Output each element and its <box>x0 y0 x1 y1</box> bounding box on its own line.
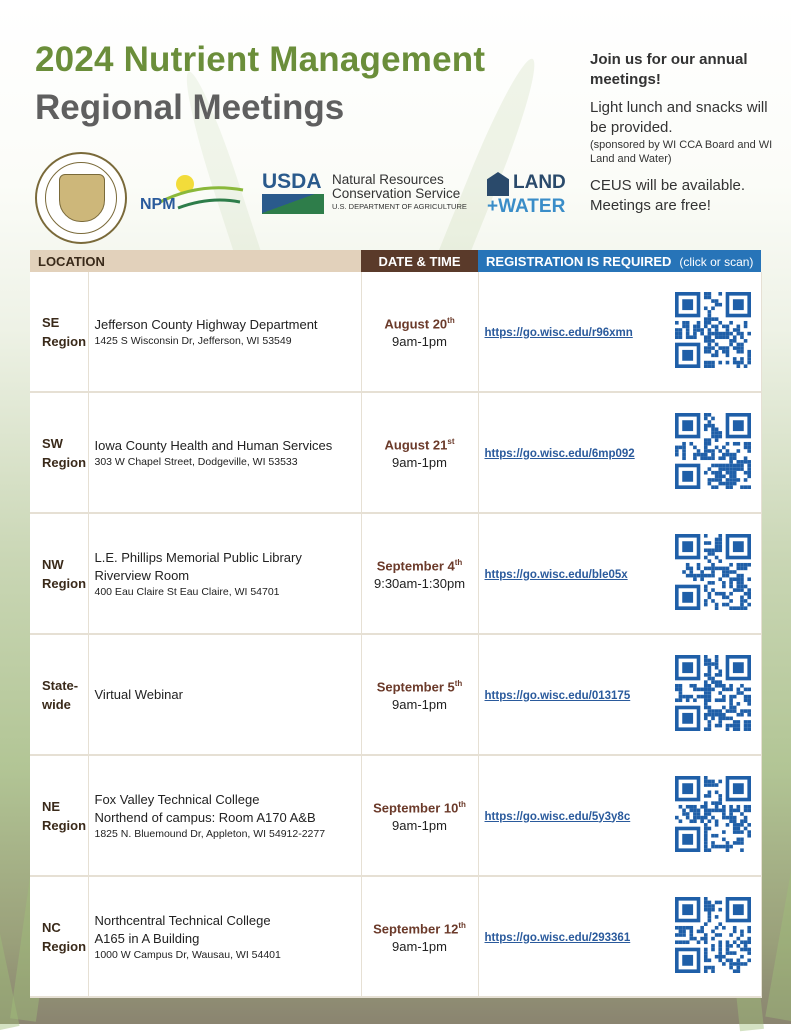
date-cell <box>361 513 478 634</box>
day-suffix: th <box>458 920 466 930</box>
usda-nrcs-logo <box>262 170 472 215</box>
region-label-2: Region <box>42 817 87 833</box>
venue-name: Virtual Webinar <box>94 686 183 702</box>
venue-address: 303 W Chapel Street, Dodgeville, WI 53533 <box>94 455 298 468</box>
meeting-date <box>363 554 477 575</box>
join-text: Join us for our annual meetings! <box>590 51 748 88</box>
meeting-date <box>363 917 477 938</box>
region-label-2: Region <box>42 938 87 954</box>
date-cell <box>361 755 478 876</box>
location-cell <box>88 513 361 634</box>
meeting-day: August 21 <box>384 437 448 453</box>
qr-code-icon[interactable] <box>675 897 751 973</box>
page-title-line1: 2024 Nutrient Management <box>35 40 486 79</box>
registration-link[interactable]: https://go.wisc.edu/r96xmn <box>484 326 633 339</box>
venue-room: A165 in A Building <box>94 930 200 946</box>
sponsor-text: (sponsored by WI CCA Board and WI Land and Water) <box>590 139 773 165</box>
table-row <box>30 876 761 997</box>
date-header: DATE & TIME <box>361 250 478 272</box>
region-cell <box>30 272 88 392</box>
meeting-day: September 10 <box>373 800 459 816</box>
registration-link[interactable]: https://go.wisc.edu/013175 <box>484 689 631 702</box>
qr-code-icon[interactable] <box>675 776 751 852</box>
nrcs-name <box>332 173 460 201</box>
date-cell <box>361 634 478 755</box>
date-cell <box>361 272 478 392</box>
qr-code-icon[interactable] <box>675 292 751 368</box>
location-cell <box>88 876 361 997</box>
region-cell <box>30 755 88 876</box>
region-cell <box>30 513 88 634</box>
region-label-1: State- <box>42 677 79 693</box>
grass-blade <box>765 307 791 1023</box>
venue-name: L.E. Phillips Memorial Public Library <box>94 549 302 565</box>
venue-address: 1425 S Wisconsin Dr, Jefferson, WI 53549 <box>94 334 292 347</box>
day-suffix: th <box>454 678 463 688</box>
npm-logo <box>140 172 245 217</box>
meeting-date <box>363 675 477 696</box>
meeting-date <box>363 433 477 454</box>
meeting-day: September 4 <box>376 558 455 574</box>
registration-header-label: REGISTRATION IS REQUIRED <box>486 253 672 269</box>
usda-swoosh-icon <box>262 194 324 214</box>
day-suffix: th <box>458 799 466 809</box>
registration-link[interactable]: https://go.wisc.edu/ble05x <box>484 568 628 581</box>
venue-name: Northcentral Technical College <box>94 912 271 928</box>
meeting-time: 9:30am-1:30pm <box>373 576 466 592</box>
lw-water-text: +WATER <box>487 196 566 217</box>
day-suffix: th <box>454 557 463 567</box>
info-sidebar <box>590 50 780 216</box>
meeting-day: September 12 <box>373 921 459 937</box>
registration-link[interactable]: https://go.wisc.edu/6mp092 <box>484 447 635 460</box>
lunch-text: Light lunch and snacks will be provided. <box>590 99 768 136</box>
wi-datcp-seal-logo <box>35 152 127 244</box>
registration-cell <box>478 392 761 513</box>
nrcs-line1: Natural Resources <box>332 172 444 187</box>
region-label-1: NE <box>42 798 61 814</box>
region-cell <box>30 634 88 755</box>
venue-address: 1000 W Campus Dr, Wausau, WI 54401 <box>94 948 281 961</box>
registration-cell <box>478 272 761 392</box>
region-label-2: wide <box>42 696 71 712</box>
table-header-row <box>30 250 761 272</box>
table-row <box>30 755 761 876</box>
region-label-2: Region <box>42 575 87 591</box>
registration-cell <box>478 876 761 997</box>
meeting-time: 9am-1pm <box>392 697 447 713</box>
registration-link[interactable]: https://go.wisc.edu/5y3y8c <box>484 810 631 823</box>
region-label-1: NW <box>42 556 64 572</box>
region-cell <box>30 392 88 513</box>
click-or-scan-label: (click or scan) <box>679 254 754 269</box>
location-cell <box>88 272 361 392</box>
venue-address: 1825 N. Bluemound Dr, Appleton, WI 54912-2277 <box>94 827 326 840</box>
table-row <box>30 513 761 634</box>
registration-link[interactable]: https://go.wisc.edu/293361 <box>484 931 631 944</box>
lw-land-text: LAND <box>513 172 566 193</box>
npm-text: NPM <box>140 196 176 213</box>
barn-icon <box>487 172 509 196</box>
venue-room: Northend of campus: Room A170 A&B <box>94 809 316 825</box>
qr-code-icon[interactable] <box>675 655 751 731</box>
venue-address: 400 Eau Claire St Eau Claire, WI 54701 <box>94 585 280 598</box>
table-row <box>30 392 761 513</box>
region-cell <box>30 876 88 997</box>
region-label-2: Region <box>42 454 87 470</box>
meeting-day: August 20 <box>384 316 448 332</box>
wi-land-water-logo <box>487 170 567 220</box>
nrcs-line2: Conservation Service <box>332 186 461 201</box>
day-suffix: st <box>447 436 455 446</box>
registration-cell <box>478 634 761 755</box>
table-row <box>30 634 761 755</box>
registration-cell <box>478 513 761 634</box>
meeting-time: 9am-1pm <box>392 455 447 471</box>
day-suffix: th <box>447 315 455 325</box>
grass-blade <box>0 341 20 1034</box>
venue-name: Jefferson County Highway Department <box>94 316 318 332</box>
page-title-line2: Regional Meetings <box>35 88 345 127</box>
location-header: LOCATION <box>30 250 361 272</box>
region-label-1: SE <box>42 314 60 330</box>
meeting-date <box>363 312 477 333</box>
usda-dept: U.S. DEPARTMENT OF AGRICULTURE <box>332 202 467 211</box>
qr-code-icon[interactable] <box>675 413 751 489</box>
usda-mark: USDA <box>262 170 322 193</box>
region-label-1: SW <box>42 435 63 451</box>
meeting-time: 9am-1pm <box>392 818 447 834</box>
venue-room: Riverview Room <box>94 567 190 583</box>
table-row <box>30 272 761 392</box>
meeting-day: September 5 <box>376 679 455 695</box>
registration-cell <box>478 755 761 876</box>
ceus-text: CEUS will be available. Meetings are free! <box>590 177 746 214</box>
registration-header <box>478 250 761 272</box>
venue-name: Fox Valley Technical College <box>94 791 260 807</box>
region-label-2: Region <box>42 333 87 349</box>
meeting-time: 9am-1pm <box>392 334 447 350</box>
meeting-date <box>363 796 477 817</box>
location-cell <box>88 755 361 876</box>
venue-name: Iowa County Health and Human Services <box>94 437 333 453</box>
location-cell <box>88 392 361 513</box>
meeting-time: 9am-1pm <box>392 939 447 955</box>
seal-shield-icon <box>59 174 105 222</box>
date-cell <box>361 876 478 997</box>
qr-code-icon[interactable] <box>675 534 751 610</box>
location-cell <box>88 634 361 755</box>
date-cell <box>361 392 478 513</box>
region-label-1: NC <box>42 919 61 935</box>
meeting-schedule-table <box>30 250 762 998</box>
